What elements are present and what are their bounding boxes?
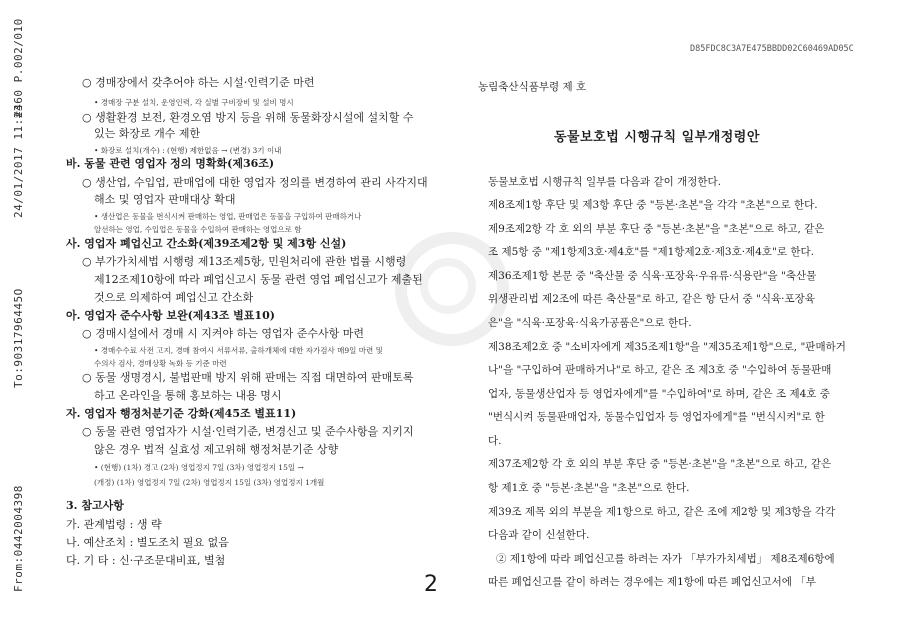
right-para-7: 제38조제2호 중 "소비자에게 제35조제1항"을 "제35조제1항"으로, "판매하거 — [488, 341, 846, 353]
left-line-19: 하고 온라인을 통해 홍보하는 내용 명시 — [94, 389, 282, 402]
left-line-15: ○ 경매시설에서 경매 시 지켜야 하는 영업자 준수사항 마련 — [82, 327, 364, 340]
ministry-decree: 농림축산식품부령 제 호 — [478, 81, 587, 93]
left-line-5: 바. 동물 관련 영업자 정의 명확화(제36조) — [66, 157, 275, 170]
ref-heading: 3. 참고사항 — [66, 499, 124, 512]
right-para-11: 다. — [488, 435, 502, 447]
ref-item-0: 가. 관계법령 : 생 략 — [66, 518, 162, 531]
right-para-3: 조 제5항 중 "제1항제3호·제4호"를 "제1항제2호·제3호·제4호"로 한다. — [488, 246, 814, 258]
left-line-16: • 경매수수료 사전 고지, 경매 참여시 서류서류, 출하개체에 대한 자가검사 매9일 마련 및 — [94, 346, 383, 355]
left-line-8: • 생산업은 동물을 번식시켜 판매하는 영업, 판매업은 동물을 구입하여 판매하거나 — [94, 212, 362, 221]
left-line-11: ○ 부가가치세법 시행령 제13조제5항, 민원처리에 관한 법률 시행령 — [82, 255, 407, 268]
left-line-10: 사. 영업자 폐업신고 간소화(제39조제2항 및 제3항 신설) — [66, 237, 347, 250]
left-line-22: 않은 경우 법적 실효성 제고위해 행정처분기준 상향 — [94, 443, 339, 456]
right-para-4: 제36조제1항 본문 중 "축산물 중 식육·포장육·우유류·식용란"을 "축산물 — [488, 270, 817, 282]
right-para-16: ② 제1항에 따라 폐업신고를 하려는 자가 「부가가치세법」 제8조제6항에 — [496, 553, 835, 565]
watermark-seal-inner — [420, 258, 476, 314]
right-para-8: 나"을 "구입하여 판매하거나"로 하고, 같은 조 제3호 중 "수입하여 동물판매 — [488, 364, 832, 376]
right-para-0: 동물보호법 시행규칙 일부를 다음과 같이 개정한다. — [488, 176, 722, 188]
left-line-4: • 화장로 설치(개수) : (현행) 제한없음 → (변경) 3기 이내 — [94, 146, 282, 155]
right-para-6: 은"을 "식육·포장육·식육가공품은"으로 한다. — [488, 317, 692, 329]
left-line-9: 알선하는 영업, 수입업은 동물을 수입하여 판매하는 영업으로 함 — [94, 225, 302, 234]
fax-from: From:0442004398 — [12, 485, 25, 592]
right-para-5: 위생관리법 제2조에 따른 축산물"로 하고, 같은 항 단서 중 "식육·포장육 — [488, 293, 815, 305]
left-line-3: 있는 화장로 개수 제한 — [94, 127, 201, 140]
right-para-12: 제37조제2항 각 호 외의 부분 후단 중 "등본·초본"을 "초본"으로 하고, 같은 — [488, 458, 832, 470]
page-number: 2 — [424, 572, 438, 597]
right-para-1: 제8조제1항 후단 및 제3항 후단 중 "등본·초본"을 각각 "초본"으로 한다. — [488, 199, 818, 211]
ref-item-1: 나. 예산조치 : 별도조치 필요 없음 — [66, 536, 229, 549]
left-line-21: ○ 동물 관련 영업자가 시설·인력기준, 변경신고 및 준수사항을 지키지 — [82, 425, 414, 438]
right-para-17: 따른 폐업신고를 같이 하려는 경우에는 제1항에 따른 폐업신고서에 「부 — [488, 576, 816, 588]
left-line-17: 수의사 검사, 경매상황 녹화 등 기준 마련 — [94, 359, 227, 368]
document-code: D85FDC8C3A7E475BBDD02C60469AD05C — [690, 44, 854, 54]
left-line-1: • 경매장 구분 설치, 운영인력, 각 실별 구비장비 및 설비 명시 — [94, 98, 294, 107]
left-line-18: ○ 동물 생명경시, 불법판매 방지 위해 판매는 직접 대면하여 판매토록 — [82, 371, 414, 384]
right-para-2: 제9조제2항 각 호 외의 부분 후단 중 "등본·초본"을 "초본"으로 하고, 같은 — [488, 223, 825, 235]
left-line-14: 아. 영업자 준수사항 보완(제43조 별표10) — [66, 309, 275, 322]
left-line-2: ○ 생활환경 보전, 환경오염 방지 등을 위해 동물화장시설에 설치할 수 — [82, 111, 414, 124]
fax-to: To:9031796445O — [12, 288, 25, 388]
fax-page: #460 P.002/010 — [12, 18, 25, 118]
right-para-15: 다음과 같이 신설한다. — [488, 529, 590, 541]
left-line-13: 것으로 의제하여 폐업신고 간소화 — [94, 291, 254, 304]
right-para-9: 업자, 동물생산업자 등 영업자에게"를 "수입하여"로 하며, 같은 조 제4호 중 — [488, 388, 830, 400]
left-line-6: ○ 생산업, 수입업, 판매업에 대한 영업자 정의를 변경하여 관리 사각지대 — [82, 176, 428, 189]
left-line-24: (개정) (1차) 영업정지 7일 (2차) 영업정지 15일 (3차) 영업정지 1개월 — [94, 478, 325, 487]
left-line-23: • (현행) (1차) 경고 (2차) 영업정지 7일 (3차) 영업정지 15일 → — [94, 463, 304, 472]
ref-item-2: 다. 기 타 : 신·구조문대비표, 별첨 — [66, 554, 226, 567]
left-line-20: 자. 영업자 행정처분기준 강화(제45조 별표11) — [66, 407, 297, 420]
left-line-12: 제12조제10항에 따라 폐업신고시 동물 관련 영업 폐업신고가 제출된 — [94, 273, 423, 286]
document-title: 동물보호법 시행규칙 일부개정령안 — [554, 130, 760, 145]
left-line-7: 해소 및 영업자 판매대상 확대 — [94, 193, 236, 206]
left-line-0: ○ 경매장에서 갖추어야 하는 시설·인력기준 마련 — [82, 76, 315, 89]
right-para-10: "번식시켜 동물판매업자, 동물수입업자 등 영업자에게"를 "번식시켜"로 한 — [488, 411, 825, 423]
right-para-13: 항 제1호 중 "등본·초본"을 "초본"으로 한다. — [488, 482, 690, 494]
right-para-14: 제39조 제목 외의 부분을 제1항으로 하고, 같은 조에 제2항 및 제3항을 각각 — [488, 506, 836, 518]
fax-datetime: 24/01/2017 11:23 — [12, 104, 25, 218]
